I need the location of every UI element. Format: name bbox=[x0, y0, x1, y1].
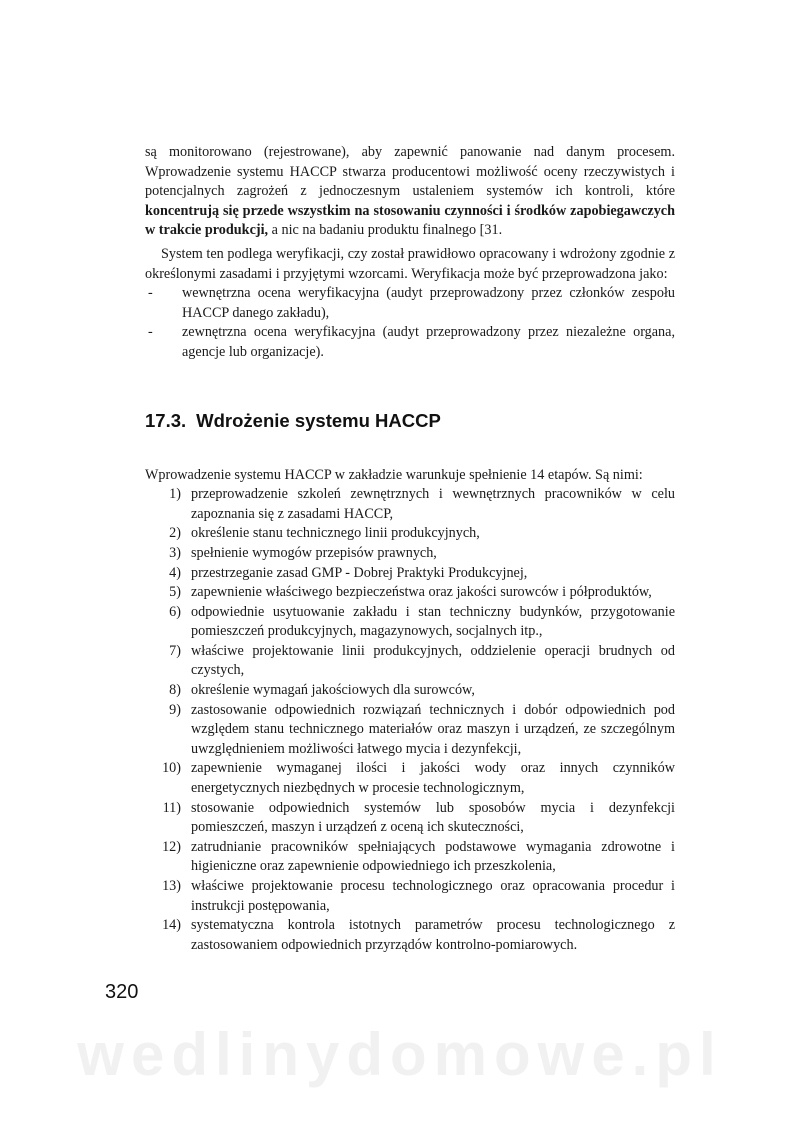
step-text: odpowiednie usytuowanie zakładu i stan techniczny budynków, przygotowanie pomieszczeń produkcyjnych, magazynowych, socjalnych itp., bbox=[191, 603, 675, 640]
list-item bbox=[145, 877, 675, 916]
step-number: 8) bbox=[169, 682, 181, 699]
verification-paragraph: System ten podlega weryfikacji, czy został prawidłowo opracowany i wdrożony zgodnie z określonymi zasadami i przyjętymi wzorcami. Weryfikacja może być przeprowadzona jako: bbox=[145, 245, 675, 282]
step-text: systematyczna kontrola istotnych parametrów procesu technologicznego z zastosowaniem odpowiednich przyrządów kontrolno-pomiarowych. bbox=[191, 917, 675, 953]
list-item bbox=[145, 544, 675, 564]
list-item-text: zewnętrzna ocena weryfikacyjna (audyt przeprowadzony przez niezależne organa, agencje lub organizacje). bbox=[182, 324, 675, 360]
list-item bbox=[145, 642, 675, 681]
list-item bbox=[145, 583, 675, 603]
list-item bbox=[145, 485, 675, 524]
step-number: 1) bbox=[169, 486, 181, 503]
step-number: 2) bbox=[169, 525, 181, 542]
section-title: Wdrożenie systemu HACCP bbox=[196, 409, 441, 431]
page-number: 320 bbox=[105, 981, 139, 1003]
section-number: 17.3. bbox=[145, 409, 187, 431]
step-text: właściwe projektowanie procesu technologicznego oraz opracowania procedur i instrukcji postępowania, bbox=[191, 878, 675, 914]
dash-marker: - bbox=[148, 324, 153, 341]
list-item bbox=[145, 838, 675, 877]
list-item bbox=[145, 681, 675, 701]
list-item bbox=[145, 564, 675, 584]
section-heading bbox=[145, 409, 675, 433]
list-item bbox=[145, 284, 675, 323]
step-number: 5) bbox=[169, 584, 181, 601]
watermark-text: wedlinydomowe.pl bbox=[77, 1021, 723, 1088]
intro-text: są monitorowano (rejestrowane), aby zapewnić panowanie nad danym procesem. Wprowadzenie systemu HACCP stwarza producentowi możliwość oceny rzeczywistych i potencjalnych zagrożeń z jednoczesnym ustaleniem systemów ich kontroli, które bbox=[145, 144, 675, 200]
page-body bbox=[145, 143, 675, 955]
step-text: określenie stanu technicznego linii produkcyjnych, bbox=[191, 525, 480, 542]
intro-end-text: a nic na badaniu produktu finalnego [31. bbox=[271, 222, 503, 239]
step-number: 6) bbox=[169, 603, 181, 620]
step-number: 9) bbox=[169, 701, 181, 718]
step-text: właściwe projektowanie linii produkcyjnych, oddzielenie operacji brudnych od czystych, bbox=[191, 642, 675, 679]
step-number: 4) bbox=[169, 564, 181, 581]
step-number: 10) bbox=[162, 760, 181, 777]
step-text: zapewnienie właściwego bezpieczeństwa oraz jakości surowców i półproduktów, bbox=[191, 584, 652, 601]
list-item-text: wewnętrzna ocena weryfikacyjna (audyt przeprowadzony przez członków zespołu HACCP danego zakładu), bbox=[182, 285, 675, 321]
intro-bold-text: koncentrują się przede wszystkim na stosowaniu czynności i środków zapobiegawczych w trakcie produkcji, bbox=[145, 202, 675, 239]
intro-paragraph bbox=[145, 143, 675, 241]
list-item bbox=[145, 916, 675, 955]
list-item bbox=[145, 323, 675, 362]
step-text: spełnienie wymogów przepisów prawnych, bbox=[191, 544, 437, 561]
list-item bbox=[145, 759, 675, 798]
step-text: przeprowadzenie szkoleń zewnętrznych i wewnętrznych pracowników w celu zapoznania się z zasadami HACCP, bbox=[191, 486, 675, 522]
list-item bbox=[145, 603, 675, 642]
step-number: 13) bbox=[162, 878, 181, 894]
verification-list bbox=[145, 284, 675, 362]
step-text: zastosowanie odpowiednich rozwiązań technicznych i dobór odpowiednich pod względem stanu technicznego materiałów oraz maszyn i urządzeń, ze szczególnym uwzględnieniem możliwości łatwego mycia i dezynfekcji, bbox=[191, 701, 675, 757]
steps-list bbox=[145, 485, 675, 955]
step-number: 11) bbox=[162, 799, 181, 816]
dash-marker: - bbox=[148, 285, 153, 302]
step-text: określenie wymagań jakościowych dla surowców, bbox=[191, 682, 475, 699]
step-number: 3) bbox=[169, 544, 181, 561]
list-item bbox=[145, 524, 675, 544]
list-item bbox=[145, 799, 675, 838]
step-number: 7) bbox=[169, 642, 181, 659]
step-text: zatrudnianie pracowników spełniających podstawowe wymagania zdrowotne i higieniczne oraz zapewnienie odpowiedniego ich przeszkolenia, bbox=[191, 838, 675, 875]
step-number: 14) bbox=[162, 917, 181, 934]
section-lead: Wprowadzenie systemu HACCP w zakładzie warunkuje spełnienie 14 etapów. Są nimi: bbox=[145, 466, 643, 483]
step-text: stosowanie odpowiednich systemów lub sposobów mycia i dezynfekcji pomieszczeń, maszyn i urządzeń z oceną ich skuteczności, bbox=[191, 799, 675, 836]
step-text: zapewnienie wymaganej ilości i jakości wody oraz innych czynników energetycznych niezbędnych w procesie technologicznym, bbox=[191, 760, 675, 797]
step-text: przestrzeganie zasad GMP - Dobrej Praktyki Produkcyjnej, bbox=[191, 564, 528, 581]
list-item bbox=[145, 701, 675, 760]
step-number: 12) bbox=[162, 838, 181, 855]
